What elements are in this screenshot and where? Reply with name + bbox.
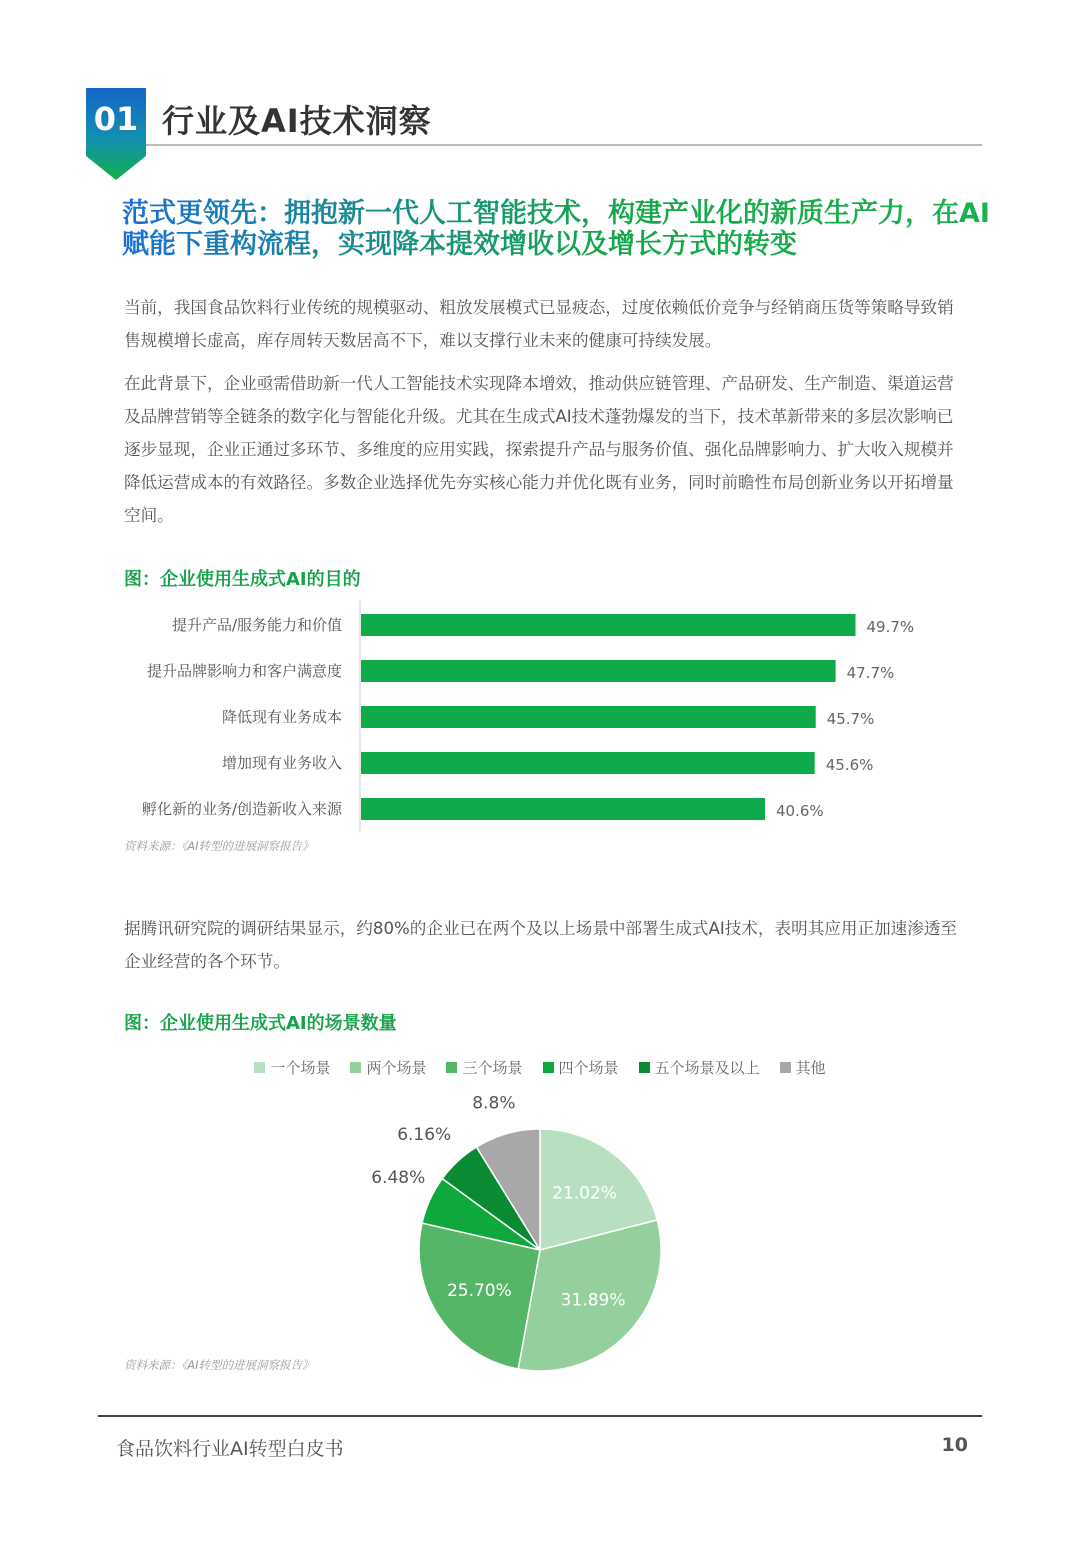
legend-swatch xyxy=(254,1062,265,1073)
bar xyxy=(361,614,856,636)
bar-value-label: 45.6% xyxy=(825,756,874,774)
bar xyxy=(361,752,815,774)
legend-label: 其他 xyxy=(795,1059,826,1077)
bar-category-label: 孵化新的业务/创造新收入来源 xyxy=(141,800,342,818)
legend-swatch xyxy=(639,1062,650,1073)
figure-2-source: 资料来源：《AI转型的进展洞察报告》 xyxy=(124,1358,314,1372)
legend-swatch xyxy=(780,1062,791,1073)
headline: 范式更领先：拥抱新一代人工智能技术，构建产业化的新质生产力，在AI赋能下重构流程，实现降本提效增收以及增长方式的转变 xyxy=(122,198,992,260)
pie-slice-label: 6.16% xyxy=(397,1125,452,1146)
figure-2-title: 图：企业使用生成式AI的场景数量 xyxy=(124,1013,397,1034)
figure-1-source: 资料来源：《AI转型的进展洞察报告》 xyxy=(124,839,314,853)
bar xyxy=(361,798,765,820)
legend-label: 两个场景 xyxy=(366,1059,427,1077)
pie-slice-label: 31.89% xyxy=(560,1290,626,1311)
pie-slice-label: 25.70% xyxy=(446,1280,512,1301)
bar xyxy=(361,660,836,682)
pie-chart xyxy=(340,1093,740,1380)
bar-category-label: 提升产品/服务能力和价值 xyxy=(171,616,342,634)
pie-slice-label: 6.48% xyxy=(371,1168,426,1189)
section-number: 01 xyxy=(93,100,139,138)
legend-swatch xyxy=(543,1062,554,1073)
legend-label: 四个场景 xyxy=(558,1059,619,1077)
bar-category-label: 提升品牌影响力和客户满意度 xyxy=(146,662,342,680)
legend-label: 一个场景 xyxy=(270,1059,331,1077)
bar-value-label: 45.7% xyxy=(826,710,875,728)
pie-slice-label: 21.02% xyxy=(552,1183,617,1204)
footer-divider xyxy=(98,1415,982,1417)
paragraph-3: 据腾讯研究院的调研结果显示，约80%的企业已在两个及以上场景中部署生成式AI技术，表明其应用正加速渗透至企业经营的各个环节。 xyxy=(124,919,958,971)
legend-item xyxy=(446,1057,522,1078)
page-number: 10 xyxy=(941,1434,968,1456)
paragraph-1: 当前，我国食品饮料行业传统的规模驱动、粗放发展模式已显疲态，过度依赖低价竞争与经销商压货等策略导致销售规模增长虚高，库存周转天数居高不下，难以支撑行业未来的健康可持续发展。 xyxy=(124,298,954,350)
pie-legend xyxy=(0,1057,1080,1078)
paragraph-2: 在此背景下，企业亟需借助新一代人工智能技术实现降本增效，推动供应链管理、产品研发、生产制造、渠道运营及品牌营销等全链条的数字化与智能化升级。尤其在生成式AI技术蓬勃爆发的当下，技术革新带来的多层次影响已逐步显现，企业正通过多环节、多维度的应用实践，探索提升产品与服务价值、强化品牌影响力、扩大收入规模并降低运营成本的有效路径。多数企业选择优先夯实核心能力并优化既有业务，同时前瞻性布局创新业务以开拓增量空间。 xyxy=(124,374,954,525)
legend-label: 五个场景及以上 xyxy=(654,1059,760,1077)
legend-item xyxy=(254,1057,330,1078)
section-badge xyxy=(86,88,146,180)
legend-item xyxy=(543,1057,619,1078)
section-title: 行业及AI技术洞察 xyxy=(162,102,432,140)
bar-category-label: 降低现有业务成本 xyxy=(221,708,342,726)
legend-swatch xyxy=(446,1062,457,1073)
figure-1-title: 图：企业使用生成式AI的目的 xyxy=(124,569,361,590)
legend-item xyxy=(639,1057,760,1078)
bar-value-label: 40.6% xyxy=(775,802,824,820)
footer-title: 食品饮料行业AI转型白皮书 xyxy=(116,1438,344,1460)
legend-item xyxy=(350,1057,426,1078)
legend-swatch xyxy=(350,1062,361,1073)
section-divider xyxy=(146,144,982,146)
legend-item xyxy=(780,1057,826,1078)
legend-label: 三个场景 xyxy=(462,1059,523,1077)
bar-chart xyxy=(0,600,1080,835)
bar-category-label: 增加现有业务收入 xyxy=(221,754,342,772)
bar xyxy=(361,706,816,728)
pie-slice-label: 8.8% xyxy=(472,1093,516,1114)
bar-value-label: 49.7% xyxy=(866,618,915,636)
bar-value-label: 47.7% xyxy=(846,664,895,682)
